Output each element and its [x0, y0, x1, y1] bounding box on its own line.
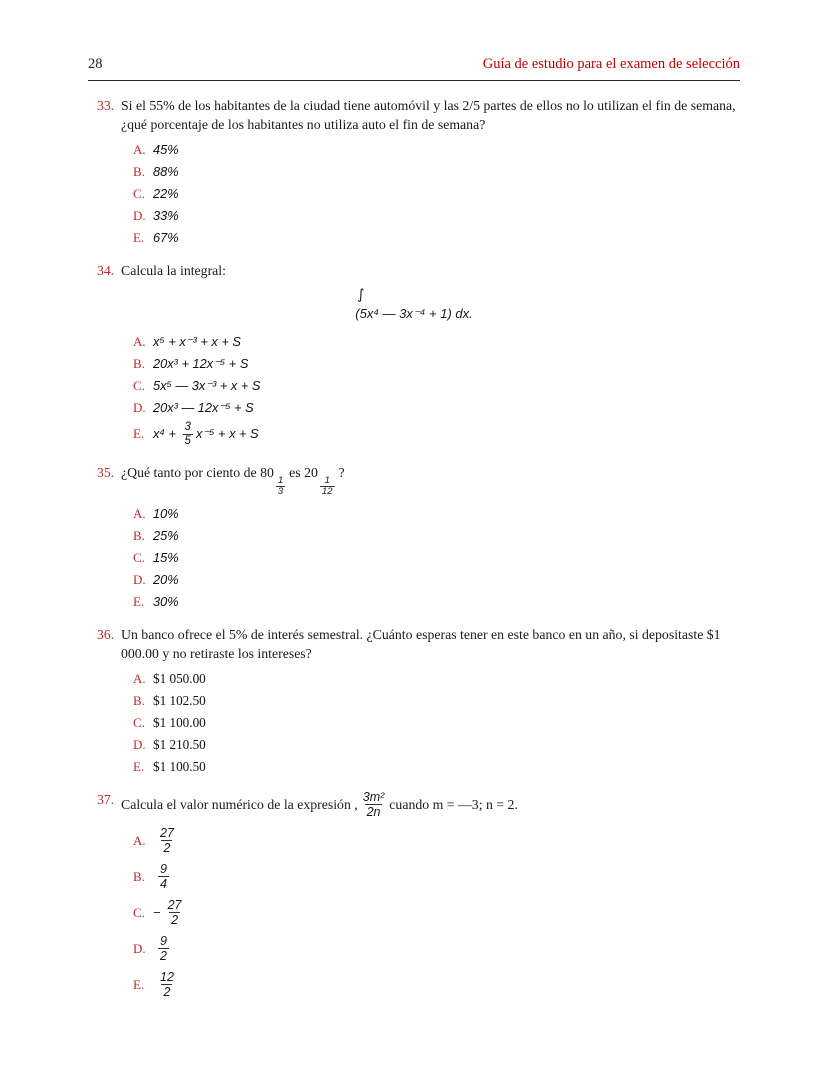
integrand: (5x⁴ — 3x⁻⁴ + 1) dx. [355, 306, 473, 322]
options-list [133, 141, 740, 246]
options-list [133, 505, 740, 610]
fraction-denominator: 2 [163, 841, 171, 856]
option-letter: E. [133, 758, 145, 774]
fraction [158, 970, 176, 999]
fraction-numerator: 3m² [362, 790, 385, 805]
option-value-post: x⁻⁵ + x + S [195, 425, 259, 441]
question-text [121, 463, 740, 498]
page-header [88, 56, 740, 81]
option-letter: B. [133, 355, 145, 371]
option-value: 20x³ + 12x⁻⁵ + S [153, 355, 249, 371]
option-row [133, 970, 740, 999]
fraction-denominator: 3 [277, 486, 284, 498]
option-row [133, 399, 740, 416]
option-value: 15% [153, 550, 179, 566]
question-row [88, 463, 740, 498]
question-text-part: ¿Qué tanto por ciento de 80 [121, 464, 274, 480]
question-text: Un banco ofrece el 5% de interés semestral. ¿Cuánto esperas tener en este banco en un año, si depositaste $1 000.00 y no retiraste los intereses? [121, 627, 721, 662]
options-list [133, 670, 740, 775]
option-value: 25% [153, 528, 179, 544]
question-35 [88, 463, 740, 610]
question-text-part: es 20 [289, 464, 318, 480]
fraction [276, 476, 285, 498]
option-value: $1 050.00 [153, 670, 206, 686]
integral-block [355, 287, 472, 323]
expression-fraction [361, 790, 387, 819]
option-letter: D. [133, 399, 146, 415]
fraction [320, 476, 335, 498]
option-row [133, 549, 740, 566]
fraction [158, 934, 169, 963]
fraction-denominator: 2 [163, 985, 171, 1000]
fraction-numerator: 27 [160, 826, 174, 841]
option-value: x⁵ + x⁻³ + x + S [153, 333, 241, 349]
question-text: Si el 55% de los habitantes de la ciudad tiene automóvil y las 2/5 partes de ellos no lo utilizan el fin de semana, ¿qué porcentaje de los habitantes no utiliza auto el fin de semana? [121, 98, 736, 133]
option-row [133, 736, 740, 753]
question-37 [88, 790, 740, 999]
option-value: 33% [153, 208, 179, 224]
question-34 [88, 261, 740, 448]
option-row [133, 898, 740, 927]
option-letter: B. [133, 692, 145, 708]
option-letter: B. [133, 163, 145, 179]
option-letter: A. [133, 670, 146, 686]
option-letter: C. [133, 377, 145, 393]
fraction-numerator: 1 [277, 474, 284, 486]
option-letter: B. [133, 527, 145, 543]
page-number: 28 [88, 56, 103, 72]
option-value: 5x⁵ — 3x⁻³ + x + S [153, 377, 261, 393]
fraction-denominator: 2 [160, 949, 167, 964]
option-value-pre: x⁴ + [153, 425, 176, 441]
option-row [133, 505, 740, 522]
option-row [133, 571, 740, 588]
option-value: 67% [153, 230, 179, 246]
option-value [153, 421, 259, 448]
fraction-numerator: 1 [324, 474, 330, 486]
question-number: 35. [97, 464, 115, 480]
fraction-denominator: 2n [366, 805, 381, 820]
option-letter: C. [133, 904, 145, 920]
fraction-numerator: 9 [160, 934, 167, 949]
option-letter: A. [133, 141, 146, 157]
question-text-part: ? [338, 464, 345, 480]
fraction [158, 826, 176, 855]
fraction-denominator: 5 [184, 434, 191, 447]
option-row [133, 185, 740, 202]
option-value: 22% [153, 186, 179, 202]
option-value: $1 210.50 [153, 736, 206, 752]
option-letter: C. [133, 714, 145, 730]
fraction [166, 898, 184, 927]
options-list [133, 826, 740, 999]
option-value: 88% [153, 164, 179, 180]
integral-icon: ∫ [357, 287, 365, 304]
option-row [133, 207, 740, 224]
option-row [133, 670, 740, 687]
option-row [133, 934, 740, 963]
option-row [133, 527, 740, 544]
option-row [133, 229, 740, 246]
option-row [133, 862, 740, 891]
fraction [158, 862, 169, 891]
option-value: 30% [153, 594, 179, 610]
fraction-numerator: 9 [160, 862, 167, 877]
option-value: 45% [153, 142, 179, 158]
fraction-denominator: 12 [321, 486, 333, 498]
option-letter: A. [133, 333, 146, 349]
option-letter: D. [133, 207, 146, 223]
header-title: Guía de estudio para el examen de selección [482, 56, 740, 72]
option-row [133, 377, 740, 394]
option-letter: D. [133, 571, 146, 587]
option-letter: A. [133, 505, 146, 521]
fraction [183, 421, 193, 448]
option-value: 20% [153, 572, 179, 588]
option-row [133, 692, 740, 709]
options-list [133, 333, 740, 448]
option-value: $1 100.50 [153, 758, 206, 774]
question-number: 34. [97, 263, 115, 279]
question-36 [88, 625, 740, 775]
option-letter: B. [133, 868, 145, 884]
option-row [133, 593, 740, 610]
fraction-denominator: 2 [171, 913, 179, 928]
question-text: Calcula la integral: [121, 263, 226, 279]
option-row [133, 163, 740, 180]
fraction-numerator: 12 [160, 970, 174, 985]
option-letter: E. [133, 976, 145, 992]
option-row [133, 355, 740, 372]
option-row [133, 333, 740, 350]
option-sign: − [153, 905, 161, 921]
option-letter: E. [133, 229, 145, 245]
fraction-denominator: 4 [160, 877, 167, 892]
option-letter: C. [133, 549, 145, 565]
fraction-numerator: 3 [184, 421, 191, 434]
question-row [88, 625, 740, 663]
option-letter: A. [133, 832, 146, 848]
question-text-part: cuando m = —3; n = 2. [389, 797, 518, 813]
fraction-numerator: 27 [167, 898, 182, 913]
option-value: $1 102.50 [153, 692, 206, 708]
question-number: 37. [97, 792, 115, 808]
question-row [88, 261, 740, 280]
option-letter: D. [133, 940, 146, 956]
option-value: 10% [153, 506, 179, 522]
option-row [133, 826, 740, 855]
option-letter: C. [133, 185, 145, 201]
question-text [121, 790, 740, 819]
question-row [88, 96, 740, 134]
option-letter: E. [133, 426, 145, 442]
question-33 [88, 96, 740, 246]
option-value: 20x³ — 12x⁻⁵ + S [153, 399, 254, 415]
question-row [88, 790, 740, 819]
question-number: 36. [97, 627, 115, 643]
option-row [133, 421, 740, 448]
integral-display [88, 287, 740, 323]
option-letter: E. [133, 593, 145, 609]
question-number: 33. [97, 98, 115, 113]
question-text-part: Calcula el valor numérico de la expresión , [121, 797, 358, 813]
option-value: $1 100.00 [153, 714, 206, 730]
option-row [133, 141, 740, 158]
option-row [133, 758, 740, 775]
option-row [133, 714, 740, 731]
option-letter: D. [133, 736, 146, 752]
